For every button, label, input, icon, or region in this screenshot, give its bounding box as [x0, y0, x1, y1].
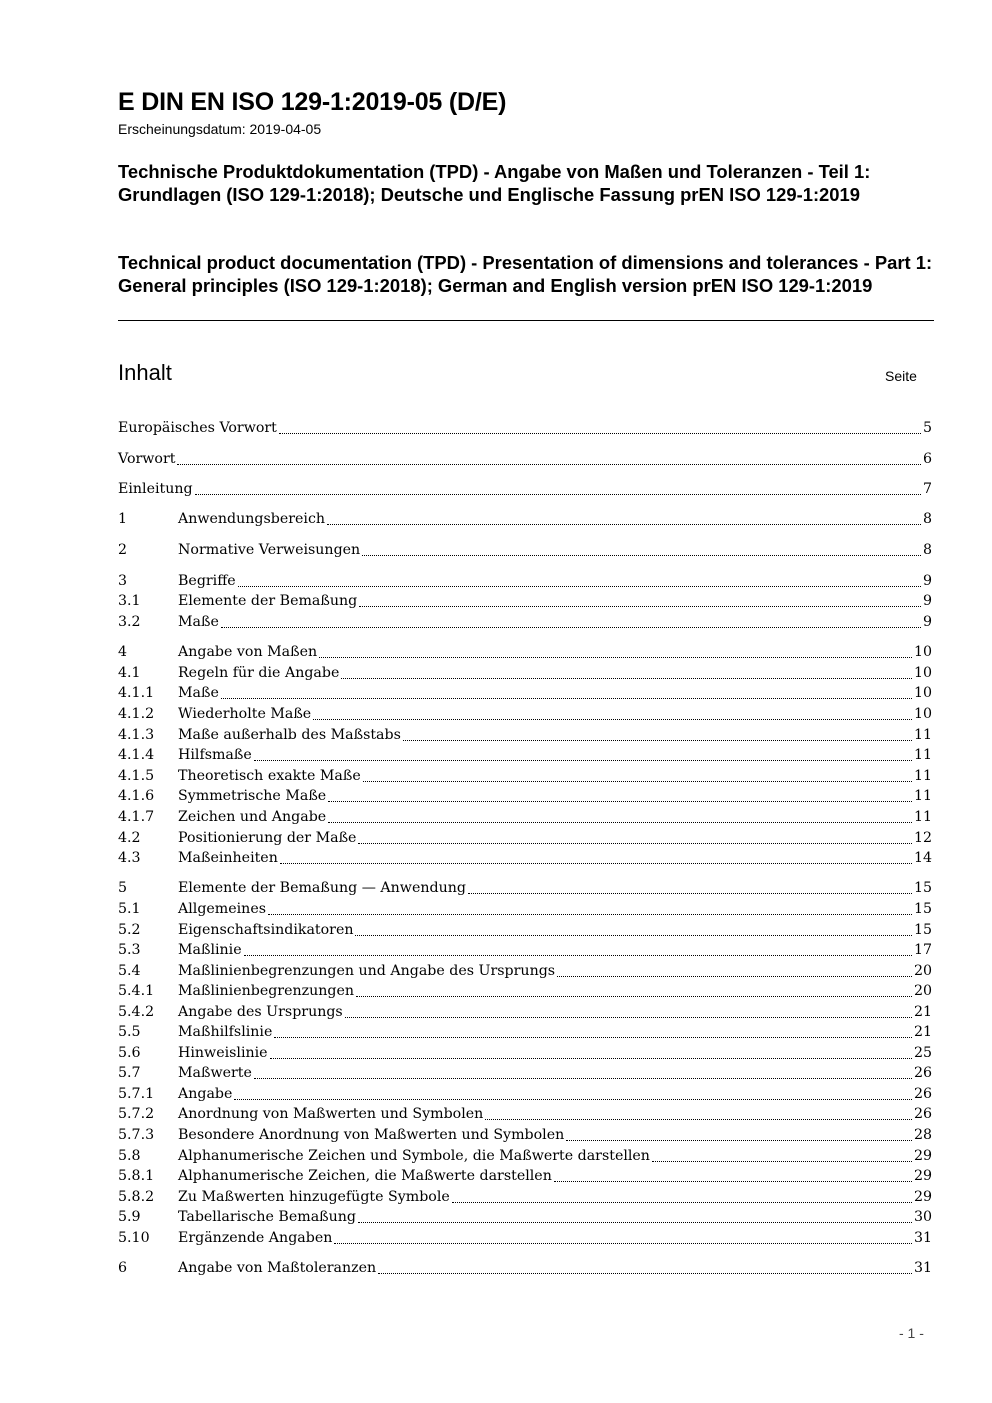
toc-section-title: Maße: [178, 614, 219, 630]
toc-section-title: Maßlinienbegrenzungen und Angabe des Ursprungs: [178, 963, 556, 979]
toc-section-title: Maßeinheiten: [178, 850, 278, 866]
contents-heading: Inhalt: [118, 360, 172, 385]
toc-dot-leader: [452, 1202, 912, 1203]
toc-section-number: 5.5: [118, 1024, 141, 1040]
toc-section-title: Angabe von Maßtoleranzen: [178, 1260, 377, 1276]
toc-entry[interactable]: [118, 418, 932, 438]
toc-entry[interactable]: [118, 899, 932, 919]
page-number: - 1 -: [899, 1325, 924, 1341]
toc-section-title: Zu Maßwerten hinzugefügte Symbole: [178, 1189, 450, 1205]
toc-section-number: 4: [118, 644, 128, 660]
toc-section-title: Ergänzende Angaben: [178, 1230, 333, 1246]
toc-dot-leader: [363, 781, 912, 782]
toc-section-number: 2: [118, 542, 128, 558]
toc-dot-leader: [221, 698, 912, 699]
toc-section-number: 5.4.2: [118, 1004, 155, 1020]
toc-entry[interactable]: [118, 786, 932, 806]
toc-dot-leader: [345, 1017, 912, 1018]
toc-section-title: Maßwerte: [178, 1065, 252, 1081]
toc-dot-leader: [485, 1119, 912, 1120]
toc-section-title: Elemente der Bemaßung: [178, 593, 358, 609]
toc-section-title: Maßhilfslinie: [178, 1024, 273, 1040]
toc-section-number: 4.1.1: [118, 685, 155, 701]
title-german: Technische Produktdokumentation (TPD) - Angabe von Maßen und Toleranzen - Teil 1: Grundlagen (ISO 129-1:2018); Deutsche und Englische Fassung prEN ISO 129-1:2019: [118, 161, 871, 205]
toc-entry[interactable]: [118, 1258, 932, 1278]
toc-entry[interactable]: [118, 961, 932, 981]
toc-section-number: 5.2: [118, 922, 141, 938]
toc-dot-leader: [234, 1099, 912, 1100]
toc-dot-leader: [244, 955, 912, 956]
toc-entry[interactable]: [118, 1104, 932, 1124]
toc-page-number: 7: [922, 481, 932, 497]
toc-dot-leader: [313, 719, 912, 720]
toc-section-title: Angabe: [178, 1086, 233, 1102]
toc-section-title: Theoretisch exakte Maße: [178, 768, 361, 784]
toc-section-number: 6: [118, 1260, 128, 1276]
toc-page-number: 31: [913, 1230, 932, 1246]
toc-dot-leader: [319, 657, 912, 658]
toc-page-number: 6: [922, 451, 932, 467]
toc-page-number: 9: [922, 573, 932, 589]
toc-section-number: 5.8.2: [118, 1189, 155, 1205]
toc-page-number: 11: [913, 809, 932, 825]
toc-section-number: 1: [118, 511, 128, 527]
toc-section-number: 5.3: [118, 942, 141, 958]
toc-section-title: Positionierung der Maße: [178, 830, 357, 846]
toc-entry[interactable]: [118, 1146, 932, 1166]
toc-section-number: 4.1: [118, 665, 141, 681]
toc-section-number: 5.1: [118, 901, 141, 917]
toc-entry[interactable]: [118, 1187, 932, 1207]
toc-dot-leader: [403, 740, 912, 741]
toc-page-number: 11: [913, 727, 932, 743]
toc-entry[interactable]: [118, 1043, 932, 1063]
toc-section-number: 4.3: [118, 850, 141, 866]
toc-page-number: 20: [913, 963, 932, 979]
toc-page-number: 10: [913, 685, 932, 701]
toc-dot-leader: [254, 1078, 912, 1079]
toc-dot-leader: [468, 893, 912, 894]
toc-section-title: Allgemeines: [178, 901, 266, 917]
toc-entry[interactable]: [118, 571, 932, 591]
toc-page-number: 29: [913, 1168, 932, 1184]
toc-section-number: 5.8.1: [118, 1168, 155, 1184]
toc-section-title: Anordnung von Maßwerten und Symbolen: [178, 1106, 484, 1122]
toc-page-number: 29: [913, 1148, 932, 1164]
toc-page-number: 11: [913, 747, 932, 763]
toc-page-number: 28: [913, 1127, 932, 1143]
toc-dot-leader: [356, 996, 912, 997]
toc-section-title: Vorwort: [118, 451, 176, 467]
toc-page-number: 5: [922, 420, 932, 436]
toc-page-number: 26: [913, 1086, 932, 1102]
toc-dot-leader: [238, 586, 921, 587]
toc-section-title: Wiederholte Maße: [178, 706, 312, 722]
toc-entry[interactable]: [118, 683, 932, 703]
toc-section-number: 5: [118, 880, 128, 896]
toc-section-number: 4.2: [118, 830, 141, 846]
toc-page-number: 21: [913, 1004, 932, 1020]
toc-section-number: 5.7.1: [118, 1086, 155, 1102]
toc-entry[interactable]: [118, 878, 932, 898]
toc-entry[interactable]: [118, 1022, 932, 1042]
toc-entry[interactable]: [118, 1002, 932, 1022]
toc-entry[interactable]: [118, 725, 932, 745]
toc-entry[interactable]: [118, 920, 932, 940]
toc-section-title: Europäisches Vorwort: [118, 420, 277, 436]
toc-dot-leader: [221, 627, 921, 628]
toc-dot-leader: [280, 863, 912, 864]
toc-section-title: Angabe des Ursprungs: [178, 1004, 343, 1020]
page-column-label: Seite: [885, 368, 917, 384]
toc-entry[interactable]: [118, 509, 932, 529]
toc-section-number: 4.1.7: [118, 809, 155, 825]
toc-section-number: 5.8: [118, 1148, 141, 1164]
toc-dot-leader: [358, 843, 911, 844]
toc-section-title: Regeln für die Angabe: [178, 665, 340, 681]
toc-section-number: 5.9: [118, 1209, 141, 1225]
toc-section-title: Zeichen und Angabe: [178, 809, 327, 825]
toc-entry[interactable]: [118, 981, 932, 1001]
toc-entry[interactable]: [118, 1084, 932, 1104]
toc-entry[interactable]: [118, 479, 932, 499]
toc-section-number: 5.4: [118, 963, 141, 979]
toc-section-title: Maße: [178, 685, 219, 701]
publication-date: Erscheinungsdatum: 2019-04-05: [118, 121, 322, 137]
toc-page-number: 15: [913, 901, 932, 917]
toc-section-number: 4.1.5: [118, 768, 155, 784]
toc-page-number: 26: [913, 1065, 932, 1081]
toc-dot-leader: [328, 801, 912, 802]
toc-entry[interactable]: [118, 449, 932, 469]
toc-dot-leader: [334, 1243, 912, 1244]
toc-dot-leader: [566, 1140, 912, 1141]
toc-entry[interactable]: [118, 612, 932, 632]
toc-dot-leader: [328, 822, 912, 823]
toc-page-number: 9: [922, 593, 932, 609]
toc-entry[interactable]: [118, 642, 932, 662]
toc-entry[interactable]: [118, 1207, 932, 1227]
toc-page-number: 12: [913, 830, 932, 846]
toc-page-number: 11: [913, 788, 932, 804]
toc-section-number: 3: [118, 573, 128, 589]
toc-dot-leader: [359, 606, 921, 607]
toc-entry[interactable]: [118, 1166, 932, 1186]
toc-dot-leader: [557, 976, 912, 977]
title-english: Technical product documentation (TPD) - Presentation of dimensions and tolerances - Part 1: General principles (ISO 129-1:2018); German and English version prEN ISO 129-1:2019: [118, 252, 933, 296]
toc-page-number: 26: [913, 1106, 932, 1122]
toc-entry[interactable]: [118, 1125, 932, 1145]
toc-entry[interactable]: [118, 807, 932, 827]
toc-dot-leader: [279, 433, 921, 434]
toc-section-number: 5.7.3: [118, 1127, 155, 1143]
toc-dot-leader: [270, 1058, 912, 1059]
toc-page-number: 11: [913, 768, 932, 784]
toc-section-title: Einleitung: [118, 481, 193, 497]
toc-page-number: 10: [913, 644, 932, 660]
toc-section-title: Elemente der Bemaßung — Anwendung: [178, 880, 466, 896]
toc-dot-leader: [378, 1273, 912, 1274]
toc-section-title: Anwendungsbereich: [178, 511, 326, 527]
toc-page-number: 17: [913, 942, 932, 958]
toc-section-number: 4.1.4: [118, 747, 155, 763]
toc-dot-leader: [177, 464, 921, 465]
toc-dot-leader: [274, 1037, 912, 1038]
toc-section-title: Symmetrische Maße: [178, 788, 327, 804]
toc-page-number: 8: [922, 542, 932, 558]
toc-dot-leader: [268, 914, 912, 915]
toc-dot-leader: [362, 555, 921, 556]
toc-page-number: 10: [913, 706, 932, 722]
toc-page-number: 29: [913, 1189, 932, 1205]
toc-dot-leader: [327, 524, 921, 525]
toc-section-number: 3.1: [118, 593, 141, 609]
toc-page-number: 10: [913, 665, 932, 681]
toc-entry[interactable]: [118, 540, 932, 560]
toc-section-title: Tabellarische Bemaßung: [178, 1209, 356, 1225]
toc-entry[interactable]: [118, 745, 932, 765]
toc-page-number: 8: [922, 511, 932, 527]
toc-dot-leader: [652, 1161, 912, 1162]
toc-section-title: Begriffe: [178, 573, 236, 589]
toc-page-number: 31: [913, 1260, 932, 1276]
toc-page-number: 25: [913, 1045, 932, 1061]
toc-section-title: Besondere Anordnung von Maßwerten und Symbolen: [178, 1127, 565, 1143]
toc-page-number: 21: [913, 1024, 932, 1040]
header-divider: [118, 320, 934, 321]
toc-section-title: Normative Verweisungen: [178, 542, 361, 558]
toc-page-number: 15: [913, 922, 932, 938]
toc-dot-leader: [254, 760, 912, 761]
toc-dot-leader: [195, 494, 921, 495]
toc-entry[interactable]: [118, 848, 932, 868]
toc-section-number: 4.1.6: [118, 788, 155, 804]
toc-page-number: 15: [913, 880, 932, 896]
toc-dot-leader: [355, 935, 911, 936]
toc-section-number: 5.10: [118, 1230, 150, 1246]
toc-section-title: Hilfsmaße: [178, 747, 252, 763]
toc-entry[interactable]: [118, 940, 932, 960]
toc-dot-leader: [358, 1222, 912, 1223]
toc-entry[interactable]: [118, 1063, 932, 1083]
toc-entry[interactable]: [118, 1228, 932, 1248]
toc-section-number: 4.1.2: [118, 706, 155, 722]
toc-section-title: Maßlinie: [178, 942, 242, 958]
toc-dot-leader: [341, 678, 912, 679]
toc-section-title: Angabe von Maßen: [178, 644, 318, 660]
toc-page-number: 30: [913, 1209, 932, 1225]
toc-section-title: Hinweislinie: [178, 1045, 268, 1061]
toc-entry[interactable]: [118, 766, 932, 786]
toc-entry[interactable]: [118, 704, 932, 724]
toc-section-number: 5.4.1: [118, 983, 155, 999]
document-id: E DIN EN ISO 129-1:2019-05 (D/E): [118, 88, 507, 116]
toc-page-number: 20: [913, 983, 932, 999]
toc-entry[interactable]: [118, 663, 932, 683]
toc-entry[interactable]: [118, 591, 932, 611]
toc-page-number: 9: [922, 614, 932, 630]
toc-section-title: Maßlinienbegrenzungen: [178, 983, 354, 999]
toc-section-number: 5.7.2: [118, 1106, 155, 1122]
toc-section-title: Maße außerhalb des Maßstabs: [178, 727, 401, 743]
toc-entry[interactable]: [118, 828, 932, 848]
toc-section-number: 5.7: [118, 1065, 141, 1081]
toc-section-title: Alphanumerische Zeichen und Symbole, die Maßwerte darstellen: [178, 1148, 650, 1164]
toc-section-number: 4.1.3: [118, 727, 155, 743]
toc-section-number: 3.2: [118, 614, 141, 630]
toc-page-number: 14: [913, 850, 932, 866]
toc-dot-leader: [554, 1181, 912, 1182]
toc-section-title: Alphanumerische Zeichen, die Maßwerte darstellen: [178, 1168, 552, 1184]
toc-section-title: Eigenschaftsindikatoren: [178, 922, 354, 938]
toc-section-number: 5.6: [118, 1045, 141, 1061]
